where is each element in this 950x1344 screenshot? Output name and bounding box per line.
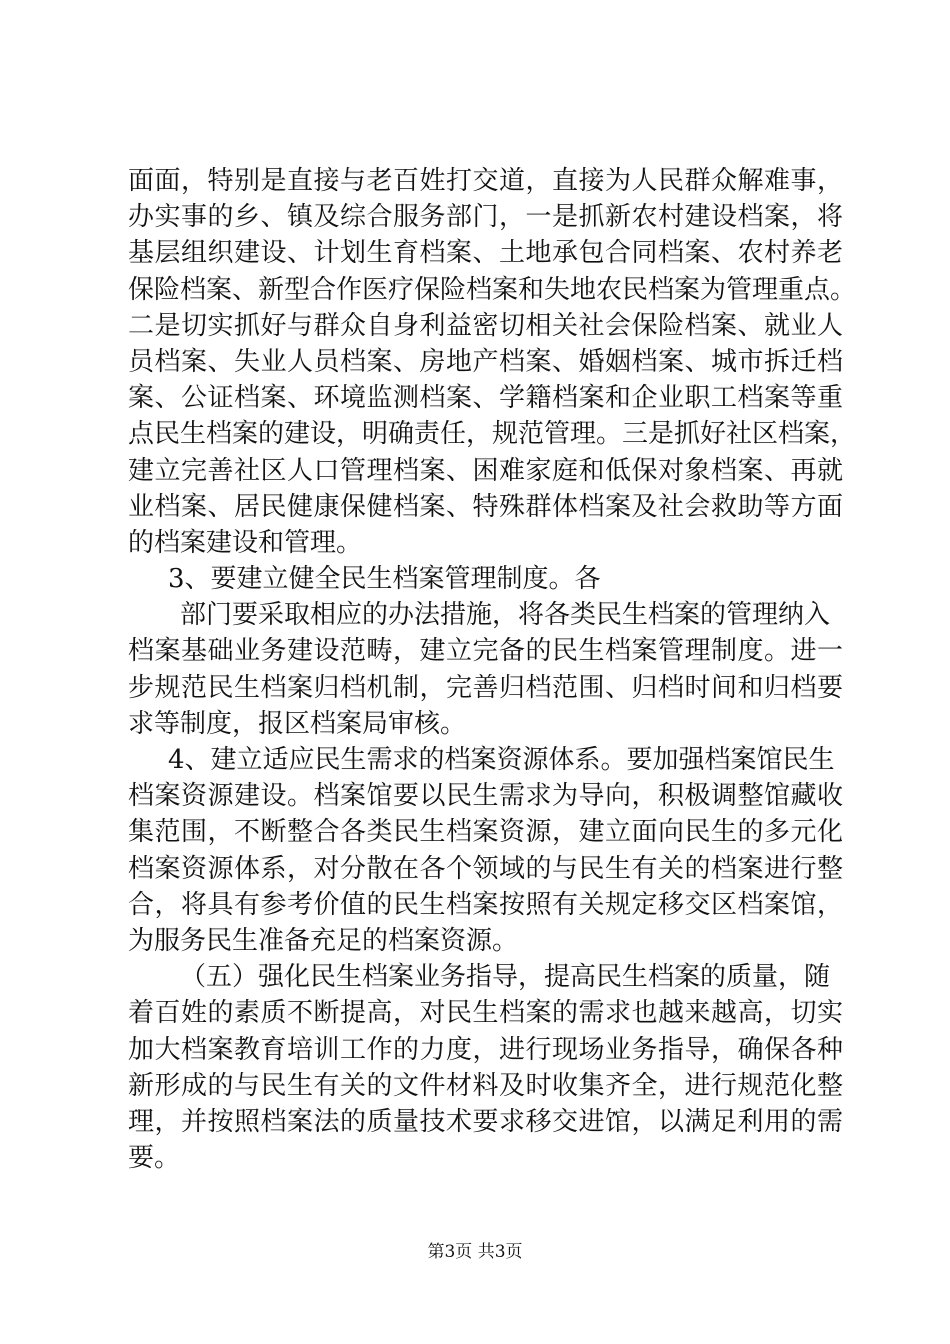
text-line: 合，将具有参考价值的民生档案按照有关规定移交区档案馆，	[128, 889, 843, 920]
text-line: 的档案建设和管理。	[128, 527, 363, 558]
text-line: 3、要建立健全民生档案管理制度。各	[168, 564, 601, 595]
text-line: 档案资源体系，对分散在各个领域的与民生有关的档案进行整	[128, 853, 843, 884]
text-line: 案、公证档案、环境监测档案、学籍档案和企业职工档案等重	[128, 383, 843, 414]
text-line: 面面，特别是直接与老百姓打交道，直接为人民群众解难事，	[128, 166, 843, 196]
page-number-footer: 第3页 共3页	[427, 1242, 523, 1262]
text-line: 加大档案教育培训工作的力度，进行现场业务指导，确保各种	[128, 1034, 843, 1065]
text-line: 部门要采取相应的办法措施，将各类民生档案的管理纳入	[180, 600, 831, 631]
text-line: 要。	[128, 1143, 181, 1174]
text-line: 档案基础业务建设范畴，建立完备的民生档案管理制度。进一	[128, 636, 843, 667]
text-line: 4、建立适应民生需求的档案资源体系。要加强档案馆民生	[168, 745, 835, 775]
text-line: 为服务民生准备充足的档案资源。	[128, 925, 519, 956]
text-line: 理，并按照档案法的质量技术要求移交进馆，以满足利用的需	[128, 1106, 843, 1137]
text-line: 点民生档案的建设，明确责任，规范管理。三是抓好社区档案，	[128, 419, 857, 450]
text-line: 着百姓的素质不断提高，对民生档案的需求也越来越高，切实	[128, 998, 843, 1029]
text-line: 二是切实抓好与群众自身利益密切相关社会保险档案、就业人	[128, 310, 843, 341]
text-line: 求等制度，报区档案局审核。	[128, 708, 467, 739]
text-line: 集范围，不断整合各类民生档案资源，建立面向民生的多元化	[128, 817, 843, 848]
text-line: 步规范民生档案归档机制，完善归档范围、归档时间和归档要	[128, 672, 843, 703]
text-line: 保险档案、新型合作医疗保险档案和失地农民档案为管理重点。	[128, 274, 857, 305]
text-line: 档案资源建设。档案馆要以民生需求为导向，积极调整馆藏收	[128, 781, 843, 812]
text-line: 业档案、居民健康保健档案、特殊群体档案及社会救助等方面	[128, 491, 843, 522]
text-line: 建立完善社区人口管理档案、困难家庭和低保对象档案、再就	[128, 455, 843, 486]
text-line: 办实事的乡、镇及综合服务部门，一是抓新农村建设档案，将	[128, 202, 843, 233]
text-line: 员档案、失业人员档案、房地产档案、婚姻档案、城市拆迁档	[128, 346, 843, 377]
text-line: （五）强化民生档案业务指导，提高民生档案的质量，随	[180, 962, 831, 993]
text-line: 新形成的与民生有关的文件材料及时收集齐全，进行规范化整	[128, 1070, 843, 1101]
document-body	[128, 163, 857, 1176]
text-line: 基层组织建设、计划生育档案、土地承包合同档案、农村养老	[128, 238, 843, 269]
